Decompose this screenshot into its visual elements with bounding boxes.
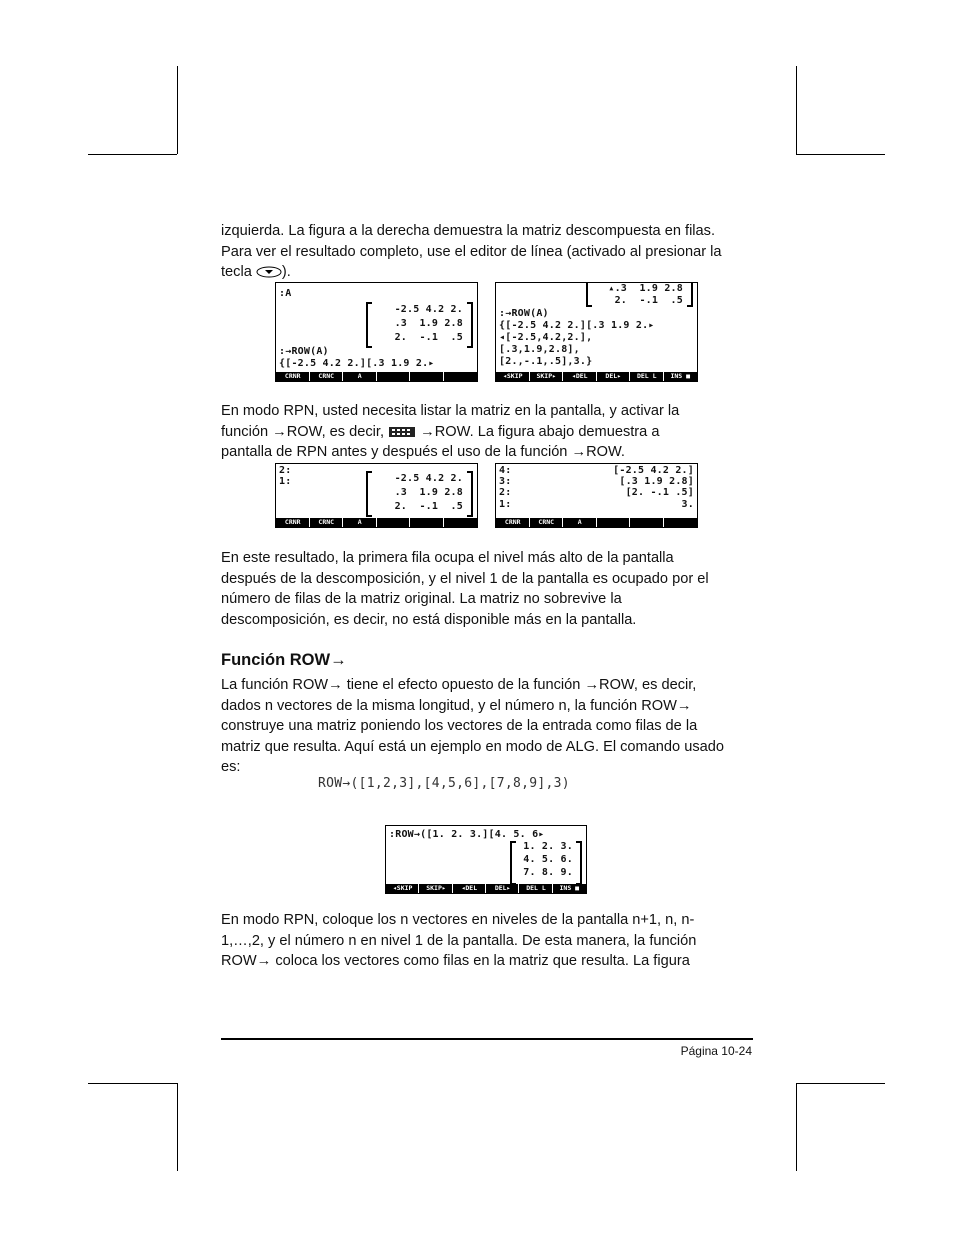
crop-mark: [796, 1083, 885, 1084]
paragraph-rpn-row: [221, 910, 761, 972]
screen-line: 4:: [499, 465, 512, 476]
calculator-screen: [385, 825, 587, 894]
screen-line: 2. -.1 .5: [394, 501, 463, 512]
text-line: 1,…,2, y el número n en nivel 1 de la pantalla. De esta manera, la función: [221, 932, 697, 949]
screen-line: 2:: [279, 465, 292, 476]
soft-menu: [276, 518, 477, 527]
text-line: dados n vectores de la misma longitud, y el número n, la función ROW→: [221, 697, 692, 714]
text-line: [221, 422, 761, 443]
text-line: izquierda. La figura a la derecha demuestra la matriz descompuesta en filas.: [221, 223, 716, 239]
soft-menu: [496, 372, 697, 381]
screen-line: 2. -.1 .5: [614, 295, 683, 306]
screen-line: 3.: [681, 499, 694, 510]
screen-line: 2. -.1 .5: [394, 332, 463, 343]
calculator-screen: [275, 282, 478, 382]
down-arrow-key-icon: [256, 266, 282, 278]
paragraph-rpn: [221, 401, 761, 463]
screen-line: [.3 1.9 2.8]: [619, 476, 694, 487]
screen-line: 4. 5. 6.: [523, 854, 573, 865]
matrix-bracket-right: [576, 841, 582, 885]
softkey[interactable]: A: [344, 518, 377, 527]
screen-line: {[-2.5 4.2 2.][.3 1.9 2.▸: [279, 358, 435, 369]
softkey[interactable]: DEL L: [631, 372, 664, 381]
screen-line: .3 1.9 2.8: [394, 318, 463, 329]
softkey[interactable]: DEL▸: [598, 372, 631, 381]
softkey[interactable]: [411, 518, 444, 527]
text-line: La función ROW→ tiene el efecto opuesto de la función →ROW, es decir,: [221, 677, 697, 693]
text-line: Para ver el resultado completo, use el editor de línea (activado al presionar la: [221, 243, 722, 260]
screen-line: [2. -.1 .5]: [625, 487, 694, 498]
text-fragment: ).: [281, 264, 291, 281]
screen-line: [.3,1.9,2.8],: [499, 344, 580, 355]
section-heading: Función ROW→: [221, 651, 347, 669]
screen-line: :ROW→([1. 2. 3.][4. 5. 6▸: [389, 829, 545, 840]
matrix-bracket-right: [687, 282, 693, 307]
softkey[interactable]: CRNR: [277, 518, 310, 527]
matrix-menu-key-icon: [388, 426, 416, 438]
text-fragment: tecla: [221, 264, 252, 281]
calculator-screen: [275, 463, 478, 528]
softkey[interactable]: ◂DEL: [564, 372, 597, 381]
soft-menu: [496, 518, 697, 527]
paragraph-result: [221, 548, 761, 630]
softkey[interactable]: [631, 518, 664, 527]
text-line: descomposición, es decir, no está disponible más en la pantalla.: [221, 611, 637, 628]
softkey[interactable]: [445, 518, 477, 527]
text-line: En modo RPN, usted necesita listar la matriz en la pantalla, y activar la: [221, 403, 680, 419]
soft-menu: [386, 884, 586, 893]
screen-line: -2.5 4.2 2.: [394, 473, 463, 484]
text-line: matriz que resulta. Aquí está un ejemplo en modo de ALG. El comando usado: [221, 738, 724, 755]
text-line: es:: [221, 759, 241, 776]
softkey[interactable]: ◂SKIP: [387, 884, 419, 893]
softkey[interactable]: SKIP▸: [531, 372, 564, 381]
screen-line: 7. 8. 9.: [523, 867, 573, 878]
crop-mark: [177, 66, 178, 154]
softkey[interactable]: DEL L: [520, 884, 552, 893]
softkey[interactable]: [378, 372, 411, 381]
text-line: [221, 262, 761, 283]
text-line: número de filas de la matriz original. La matriz no sobrevive la: [221, 591, 622, 608]
matrix-bracket-right: [467, 302, 473, 348]
screen-line: :A: [279, 288, 292, 299]
softkey[interactable]: A: [564, 518, 597, 527]
softkey[interactable]: SKIP▸: [420, 884, 452, 893]
softkey[interactable]: CRNC: [311, 518, 344, 527]
text-fragment: función →ROW, es decir,: [221, 423, 385, 440]
crop-mark: [796, 154, 885, 155]
text-line: pantalla de RPN antes y después el uso de la función →ROW.: [221, 444, 625, 461]
crop-mark: [88, 154, 177, 155]
softkey[interactable]: [445, 372, 477, 381]
screen-line: 2:: [499, 487, 512, 498]
softkey[interactable]: [411, 372, 444, 381]
matrix-bracket-right: [467, 471, 473, 517]
softkey[interactable]: CRNR: [497, 518, 530, 527]
softkey[interactable]: [665, 518, 697, 527]
crop-mark: [88, 1083, 177, 1084]
crop-mark: [177, 1083, 178, 1171]
footer-rule: [221, 1038, 753, 1040]
text-line: construye una matriz poniendo los vectores de la entrada como filas de la: [221, 718, 698, 735]
text-line: En este resultado, la primera fila ocupa el nivel más alto de la pantalla: [221, 550, 674, 566]
softkey[interactable]: INS ■: [665, 372, 697, 381]
softkey[interactable]: CRNC: [531, 518, 564, 527]
softkey[interactable]: DEL▸: [487, 884, 519, 893]
screen-line: [-2.5 4.2 2.]: [613, 465, 694, 476]
screen-line: :→ROW(A): [279, 346, 329, 357]
softkey[interactable]: A: [344, 372, 377, 381]
softkey[interactable]: [598, 518, 631, 527]
screen-line: 1:: [499, 499, 512, 510]
text-line: ROW→ coloca los vectores como filas en la matriz que resulta. La figura: [221, 953, 690, 970]
text-line: En modo RPN, coloque los n vectores en niveles de la pantalla n+1, n, n-: [221, 912, 695, 928]
page-number: Página 10-24: [680, 1044, 752, 1058]
calculator-screen: [495, 282, 698, 382]
screen-line: 1:: [279, 476, 292, 487]
softkey[interactable]: [378, 518, 411, 527]
calculator-screen: [495, 463, 698, 528]
softkey[interactable]: INS ■: [554, 884, 585, 893]
crop-mark: [796, 66, 797, 154]
crop-mark: [796, 1083, 797, 1171]
screen-line: 1. 2. 3.: [523, 841, 573, 852]
screen-line: :→ROW(A): [499, 308, 549, 319]
screen-line: ◂[-2.5,4.2,2.],: [499, 332, 593, 343]
screen-line: {[-2.5 4.2 2.][.3 1.9 2.▸: [499, 320, 655, 331]
command-example: ROW→([1,2,3],[4,5,6],[7,8,9],3): [318, 776, 570, 791]
paragraph-row-function: [221, 675, 761, 778]
screen-line: [2.,-.1,.5],3.}: [499, 356, 593, 367]
text-line: después de la descomposición, y el nivel 1 de la pantalla es ocupado por el: [221, 570, 709, 587]
text-fragment: →ROW. La figura abajo demuestra a: [416, 423, 660, 440]
softkey[interactable]: ◂SKIP: [497, 372, 530, 381]
screen-line: ▴.3 1.9 2.8: [608, 283, 683, 294]
softkey[interactable]: ◂DEL: [454, 884, 486, 893]
screen-line: .3 1.9 2.8: [394, 487, 463, 498]
screen-line: -2.5 4.2 2.: [394, 304, 463, 315]
paragraph-intro: [221, 221, 761, 283]
softkey[interactable]: CRNR: [277, 372, 310, 381]
softkey[interactable]: CRNC: [311, 372, 344, 381]
screen-line: 3:: [499, 476, 512, 487]
soft-menu: [276, 372, 477, 381]
